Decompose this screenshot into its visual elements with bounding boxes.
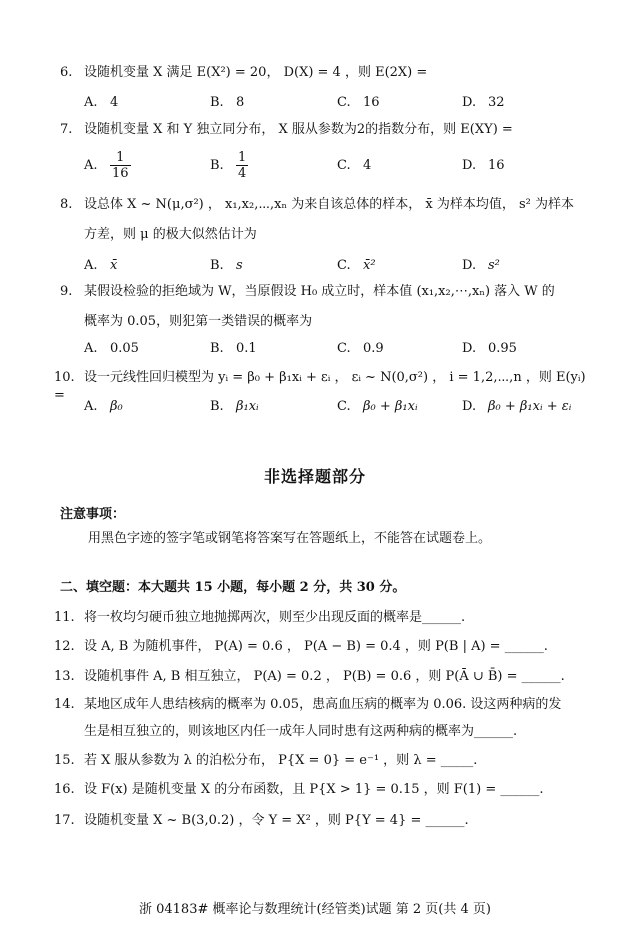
question-16 [54,781,596,799]
question-text: 将一枚均匀硬币独立地抛掷两次，则至少出现反面的概率是______. [84,610,466,625]
question-17 [54,812,596,830]
question-11 [54,609,596,627]
question-7 [60,121,596,139]
question-number: 15. [54,753,75,768]
section-title: 非选择题部分 [263,467,366,486]
option-d: D. β₀ + β₁xᵢ + εᵢ [462,399,572,414]
option-c: C. 4 [337,158,372,173]
question-number: 17. [54,813,75,828]
option-a: A. 4 [84,95,119,110]
question-number: 14. [54,697,75,712]
question-8-options [84,257,600,277]
question-stem: 设随机变量 X 满足 E(X²) = 20， D(X) = 4 ，则 E(2X) = [84,65,428,80]
option-c: C. β₀ + β₁xᵢ [337,399,418,414]
question-9 [60,283,596,301]
question-number: 9. [60,284,73,299]
question-number: 8. [60,197,73,212]
option-a: A. $\frac{1}{16}$ [84,150,129,181]
option-c: C. 0.9 [337,341,384,356]
question-number: 10. [54,370,75,385]
question-text: 设 F(x) 是随机变量 X 的分布函数，且 P{X > 1} = 0.15 ，则 F(1) = ______. [84,782,544,797]
question-9-stem-cont: 概率为 0.05，则犯第一类错误的概率为 [84,314,313,329]
question-text: 设随机变量 X ~ B(3,0.2) ，令 Y = X² ，则 P{Y = 4} = ______. [84,813,469,828]
question-stem: 设一元线性回归模型为 yᵢ = β₀ + β₁xᵢ + εᵢ ， εᵢ ~ N(0,σ²) ， i = 1,2,⋯,n ，则 E(yᵢ) = [54,370,586,403]
fill-in-heading: 二、填空题：本大题共 15 小题，每小题 2 分，共 30 分。 [60,580,406,595]
question-9-options [84,340,600,360]
notice-title: 注意事项： [60,507,126,522]
question-number: 12. [54,639,75,654]
question-number: 16. [54,782,75,797]
option-d: D. s² [462,258,500,273]
option-c: C. x̄² [337,258,376,273]
question-stem: 某假设检验的拒绝域为 W，当原假设 H₀ 成立时，样本值 (x₁,x₂,⋯,xₙ) 落入 W 的 [84,284,555,299]
option-a: A. x̄ [84,258,118,273]
question-10-options [84,398,600,418]
option-a: A. β₀ [84,399,123,414]
question-stem: 设总体 X ~ N(μ,σ²) ， x₁,x₂,⋯,xₙ 为来自该总体的样本， x̄ 为样本均值， s² 为样本 [84,197,575,212]
question-text: 设随机事件 A, B 相互独立， P(A) = 0.2 ， P(B) = 0.6 ，则 P(Ā ∪ B̄) = ______. [84,669,565,684]
question-text: 某地区成年人患结核病的概率为 0.05，患高血压病的概率为 0.06. 设这两种病的发 [84,697,562,712]
fraction: $\frac{1}{4}$ [238,150,247,181]
question-15 [54,752,596,770]
option-b: B. $\frac{1}{4}$ [210,150,247,181]
question-8 [60,196,596,214]
page-footer: 浙 04183# 概率论与数理统计(经管类)试题 第 2 页(共 4 页) [138,902,491,917]
question-text: 设 A, B 为随机事件， P(A) = 0.6 ， P(A − B) = 0.4 ，则 P(B | A) = ______. [84,639,548,654]
question-number: 13. [54,669,75,684]
question-stem: 设随机变量 X 和 Y 独立同分布， X 服从参数为2的指数分布，则 E(XY) = [84,122,513,137]
notice-text: 用黑色字迹的签字笔或钢笔将答案写在答题纸上，不能答在试题卷上。 [88,531,492,546]
question-7-options [84,150,600,184]
question-12 [54,638,596,656]
option-b: B. 0.1 [210,341,257,356]
question-number: 11. [54,610,75,625]
question-number: 6. [60,65,73,80]
question-8-stem-cont: 方差，则 μ 的极大似然估计为 [84,227,257,242]
option-d: D. 16 [462,158,505,173]
question-text: 若 X 服从参数为 λ 的泊松分布， P{X = 0} = e⁻¹ ，则 λ = _____. [84,753,478,768]
fraction: $\frac{1}{16}$ [112,150,129,181]
option-d: D. 0.95 [462,341,517,356]
option-b: B. s [210,258,243,273]
question-14-cont: 生是相互独立的，则该地区内任一成年人同时患有这两种病的概率为______. [84,724,518,739]
option-b: B. 8 [210,95,245,110]
option-c: C. 16 [337,95,380,110]
question-6 [60,64,596,82]
question-14 [54,696,596,714]
question-6-options [84,94,600,114]
option-b: B. β₁xᵢ [210,399,259,414]
question-number: 7. [60,122,73,137]
question-13 [54,668,596,686]
option-d: D. 32 [462,95,505,110]
option-a: A. 0.05 [84,341,139,356]
